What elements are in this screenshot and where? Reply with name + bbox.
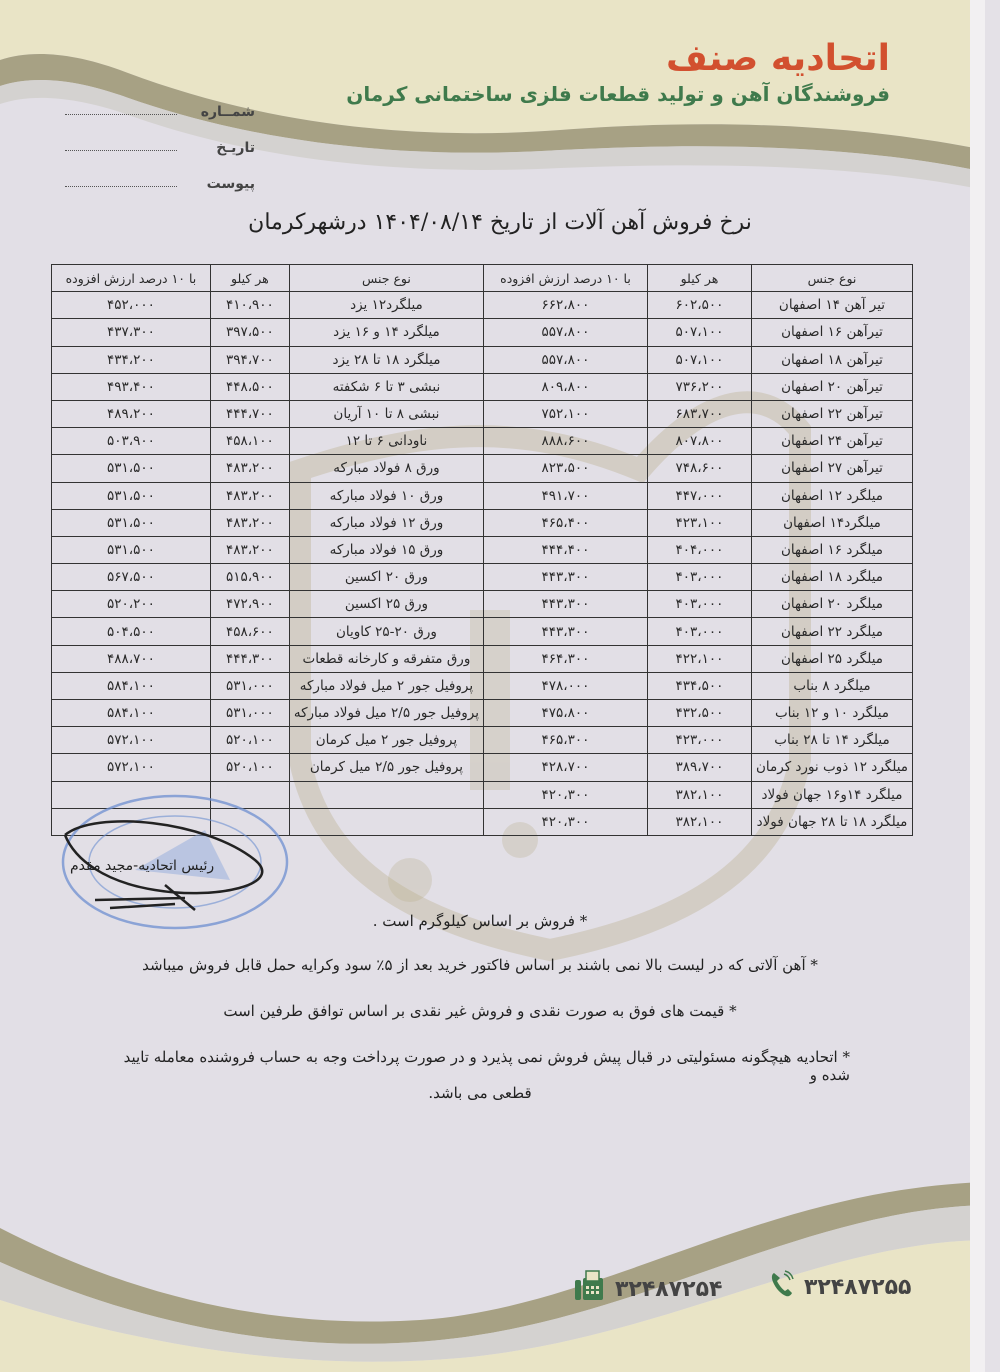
cell-price-per-kilo: ۴۵۸،۱۰۰	[210, 428, 289, 455]
cell-price-per-kilo: ۴۱۰،۹۰۰	[210, 292, 289, 319]
cell-product: میلگرد ۱۰ و ۱۲ بناب	[751, 700, 912, 727]
cell-product: میلگرد ۲۲ اصفهان	[751, 618, 912, 645]
table-row	[52, 754, 484, 781]
cell-product: ورق متفرقه و کارخانه قطعات	[289, 645, 483, 672]
cell-product: ورق ۱۵ فولاد مبارکه	[289, 536, 483, 563]
union-title: اتحادیه صنف	[665, 38, 890, 79]
cell-price-per-kilo: ۴۲۲،۱۰۰	[647, 645, 751, 672]
cell-price-with-vat: ۵۸۴،۱۰۰	[52, 700, 211, 727]
table-row	[484, 509, 913, 536]
field-attachment-line	[65, 186, 177, 187]
cell-price-per-kilo: ۴۴۴،۷۰۰	[210, 400, 289, 427]
cell-price-with-vat: ۴۲۰،۳۰۰	[484, 808, 648, 835]
chairman-signature-label: رئیس اتحادیه-مجید مقدم	[70, 858, 215, 874]
column-header-product: نوع جنس	[289, 265, 483, 292]
cell-price-with-vat: ۴۳۷،۳۰۰	[52, 319, 211, 346]
cell-price-with-vat: ۴۶۴،۳۰۰	[484, 645, 648, 672]
cell-price-per-kilo: ۵۳۱،۰۰۰	[210, 700, 289, 727]
cell-price-with-vat: ۴۹۳،۴۰۰	[52, 373, 211, 400]
cell-product: میلگرد۱۲ یزد	[289, 292, 483, 319]
cell-price-with-vat: ۵۲۰،۲۰۰	[52, 591, 211, 618]
table-row	[484, 645, 913, 672]
price-table-right	[483, 264, 913, 836]
cell-product: پروفیل جور ۲ میل کرمان	[289, 727, 483, 754]
cell-product: تیر آهن ۱۴ اصفهان	[751, 292, 912, 319]
cell-price-per-kilo: ۴۷۲،۹۰۰	[210, 591, 289, 618]
cell-price-with-vat: ۵۳۱،۵۰۰	[52, 509, 211, 536]
cell-product: تیرآهن ۲۷ اصفهان	[751, 455, 912, 482]
cell-price-with-vat: ۴۹۱،۷۰۰	[484, 482, 648, 509]
table-row	[52, 591, 484, 618]
cell-price-with-vat: ۴۲۰،۳۰۰	[484, 781, 648, 808]
table-row	[52, 509, 484, 536]
fax-number: ۳۲۴۸۷۲۵۴	[615, 1276, 723, 1302]
cell-product: میلگرد ۱۴و۱۶ جهان فولاد	[751, 781, 912, 808]
table-row	[484, 672, 913, 699]
cell-price-per-kilo: ۴۲۳،۰۰۰	[647, 727, 751, 754]
cell-price-with-vat: ۵۷۲،۱۰۰	[52, 727, 211, 754]
cell-product: ورق ۱۲ فولاد مبارکه	[289, 509, 483, 536]
cell-price-with-vat: ۵۶۷،۵۰۰	[52, 564, 211, 591]
table-row	[484, 373, 913, 400]
table-row	[484, 727, 913, 754]
cell-price-with-vat: ۴۵۲،۰۰۰	[52, 292, 211, 319]
cell-price-per-kilo: ۴۸۳،۲۰۰	[210, 455, 289, 482]
cell-price-with-vat: ۴۸۹،۲۰۰	[52, 400, 211, 427]
table-row	[52, 672, 484, 699]
fax-icon	[575, 1270, 605, 1308]
cell-product: میلگرد ۲۰ اصفهان	[751, 591, 912, 618]
cell-product: میلگرد ۱۲ اصفهان	[751, 482, 912, 509]
cell-price-with-vat: ۸۰۹،۸۰۰	[484, 373, 648, 400]
table-row	[484, 754, 913, 781]
table-row	[52, 727, 484, 754]
cell-price-per-kilo: ۳۸۲،۱۰۰	[647, 808, 751, 835]
cell-price-per-kilo: ۵۳۱،۰۰۰	[210, 672, 289, 699]
cell-price-per-kilo: ۴۲۳،۱۰۰	[647, 509, 751, 536]
price-table-left	[51, 264, 484, 836]
cell-price-with-vat: ۴۷۸،۰۰۰	[484, 672, 648, 699]
cell-price-per-kilo: ۳۹۴،۷۰۰	[210, 346, 289, 373]
cell-product: پروفیل جور ۲/۵ میل کرمان	[289, 754, 483, 781]
note-item: * اتحادیه هیچگونه مسئولیتی در قبال پیش فروش نمی پذیرد و در صورت پرداخت وجه به حساب فروشنده معامله تایید شده و	[123, 1048, 850, 1084]
cell-product	[289, 808, 483, 835]
cell-price-per-kilo: ۴۴۴،۳۰۰	[210, 645, 289, 672]
cell-price-per-kilo: ۷۴۸،۶۰۰	[647, 455, 751, 482]
note-item: قطعی می باشد.	[428, 1084, 532, 1102]
cell-price-with-vat: ۴۷۵،۸۰۰	[484, 700, 648, 727]
cell-price-per-kilo: ۷۳۶،۲۰۰	[647, 373, 751, 400]
table-header-row	[484, 265, 913, 292]
table-row	[484, 482, 913, 509]
table-row	[52, 645, 484, 672]
table-row	[52, 700, 484, 727]
cell-price-per-kilo: ۴۰۳،۰۰۰	[647, 591, 751, 618]
cell-price-per-kilo: ۴۵۸،۶۰۰	[210, 618, 289, 645]
cell-price-with-vat: ۴۶۵،۳۰۰	[484, 727, 648, 754]
cell-product: ورق ۲۰-۲۵ کاویان	[289, 618, 483, 645]
cell-product: تیرآهن ۲۴ اصفهان	[751, 428, 912, 455]
cell-price-per-kilo: ۶۰۲،۵۰۰	[647, 292, 751, 319]
cell-product: نبشی ۳ تا ۶ شکفته	[289, 373, 483, 400]
cell-price-with-vat: ۵۰۳،۹۰۰	[52, 428, 211, 455]
table-row	[484, 781, 913, 808]
cell-price-per-kilo: ۵۰۷،۱۰۰	[647, 319, 751, 346]
table-row	[484, 700, 913, 727]
cell-price-per-kilo: ۴۰۳،۰۰۰	[647, 618, 751, 645]
column-header-with-vat: با ۱۰ درصد ارزش افزوده	[52, 265, 211, 292]
cell-price-per-kilo: ۵۱۵،۹۰۰	[210, 564, 289, 591]
cell-product: میلگرد ۱۴ و ۱۶ یزد	[289, 319, 483, 346]
note-item: * فروش بر اساس کیلوگرم است .	[372, 912, 588, 930]
cell-price-per-kilo: ۵۲۰،۱۰۰	[210, 727, 289, 754]
cell-price-with-vat: ۵۳۱،۵۰۰	[52, 536, 211, 563]
column-header-per-kilo: هر کیلو	[210, 265, 289, 292]
table-row	[52, 373, 484, 400]
cell-product: تیرآهن ۱۸ اصفهان	[751, 346, 912, 373]
cell-product: ورق ۸ فولاد مبارکه	[289, 455, 483, 482]
cell-price-per-kilo: ۳۹۷،۵۰۰	[210, 319, 289, 346]
cell-price-with-vat: ۵۰۴،۵۰۰	[52, 618, 211, 645]
cell-product: پروفیل جور ۲ میل فولاد مبارکه	[289, 672, 483, 699]
phone-number: ۳۲۴۸۷۲۵۵	[804, 1274, 912, 1300]
cell-price-with-vat: ۴۳۴،۲۰۰	[52, 346, 211, 373]
table-row	[52, 536, 484, 563]
cell-price-per-kilo: ۴۴۸،۵۰۰	[210, 373, 289, 400]
cell-price-per-kilo: ۵۰۷،۱۰۰	[647, 346, 751, 373]
cell-price-with-vat: ۴۴۴،۴۰۰	[484, 536, 648, 563]
cell-price-per-kilo: ۴۳۲،۵۰۰	[647, 700, 751, 727]
cell-product: میلگرد۱۴ اصفهان	[751, 509, 912, 536]
cell-product: تیرآهن ۲۰ اصفهان	[751, 373, 912, 400]
table-row	[52, 428, 484, 455]
cell-product: ورق ۱۰ فولاد مبارکه	[289, 482, 483, 509]
field-date-label: تاریـخ	[216, 140, 255, 156]
cell-price-per-kilo: ۴۸۳،۲۰۰	[210, 482, 289, 509]
cell-price-with-vat: ۸۸۸،۶۰۰	[484, 428, 648, 455]
fax-contact	[575, 1270, 722, 1308]
cell-product: میلگرد ۱۲ ذوب نورد کرمان	[751, 754, 912, 781]
phone-contact	[770, 1270, 911, 1304]
table-row	[52, 618, 484, 645]
table-row	[484, 292, 913, 319]
table-row	[484, 564, 913, 591]
cell-product	[289, 781, 483, 808]
cell-product: تیرآهن ۲۲ اصفهان	[751, 400, 912, 427]
cell-price-per-kilo: ۵۲۰،۱۰۰	[210, 754, 289, 781]
field-date-line	[65, 150, 177, 151]
table-header-row	[52, 265, 484, 292]
cell-price-with-vat: ۴۴۳،۳۰۰	[484, 591, 648, 618]
field-number-line	[65, 114, 177, 115]
column-header-per-kilo: هر کیلو	[647, 265, 751, 292]
cell-price-per-kilo: ۴۸۳،۲۰۰	[210, 509, 289, 536]
cell-price-per-kilo: ۳۸۲،۱۰۰	[647, 781, 751, 808]
page-edge	[970, 0, 985, 1372]
cell-price-with-vat: ۶۶۲،۸۰۰	[484, 292, 648, 319]
table-row	[484, 400, 913, 427]
table-row	[52, 482, 484, 509]
cell-product: میلگرد ۱۸ تا ۲۸ جهان فولاد	[751, 808, 912, 835]
cell-price-with-vat: ۴۶۵،۴۰۰	[484, 509, 648, 536]
cell-price-per-kilo: ۸۰۷،۸۰۰	[647, 428, 751, 455]
cell-price-with-vat: ۵۷۲،۱۰۰	[52, 754, 211, 781]
cell-price-per-kilo: ۶۸۳،۷۰۰	[647, 400, 751, 427]
notes-section	[110, 912, 850, 1132]
cell-price-with-vat: ۵۳۱،۵۰۰	[52, 482, 211, 509]
table-row	[484, 346, 913, 373]
note-item: * آهن آلاتی که در لیست بالا نمی باشند بر اساس فاکتور خرید بعد از ۵٪ سود وکرایه حمل قابل فروش میباشد	[142, 956, 818, 974]
cell-price-with-vat: ۴۸۸،۷۰۰	[52, 645, 211, 672]
table-row	[484, 536, 913, 563]
field-attachment-label: پیوست	[206, 176, 255, 192]
cell-price-with-vat: ۵۵۷،۸۰۰	[484, 319, 648, 346]
table-row	[52, 346, 484, 373]
table-body-right	[484, 292, 913, 836]
cell-product: ناودانی ۶ تا ۱۲	[289, 428, 483, 455]
cell-product: میلگرد ۱۶ اصفهان	[751, 536, 912, 563]
cell-product: نبشی ۸ تا ۱۰ آریان	[289, 400, 483, 427]
cell-product: پروفیل جور ۲/۵ میل فولاد مبارکه	[289, 700, 483, 727]
cell-price-per-kilo: ۴۴۷،۰۰۰	[647, 482, 751, 509]
table-row	[52, 400, 484, 427]
table-row	[484, 319, 913, 346]
table-row	[52, 455, 484, 482]
table-row	[484, 591, 913, 618]
document-title: نرخ فروش آهن آلات از تاریخ ۱۴۰۴/۰۸/۱۴ درشهرکرمان	[248, 210, 752, 235]
cell-price-with-vat: ۵۸۴،۱۰۰	[52, 672, 211, 699]
cell-price-per-kilo: ۴۸۳،۲۰۰	[210, 536, 289, 563]
cell-price-per-kilo: ۴۰۳،۰۰۰	[647, 564, 751, 591]
phone-icon	[770, 1270, 794, 1304]
column-header-product: نوع جنس	[751, 265, 912, 292]
cell-product: میلگرد ۱۴ تا ۲۸ بناب	[751, 727, 912, 754]
table-row	[484, 428, 913, 455]
table-row	[484, 808, 913, 835]
table-row	[52, 319, 484, 346]
cell-product: میلگرد ۱۸ اصفهان	[751, 564, 912, 591]
cell-price-with-vat: ۸۲۳،۵۰۰	[484, 455, 648, 482]
cell-price-per-kilo: ۳۸۹،۷۰۰	[647, 754, 751, 781]
cell-price-with-vat: ۵۵۷،۸۰۰	[484, 346, 648, 373]
table-body-left	[52, 292, 484, 836]
cell-product: میلگرد ۱۸ تا ۲۸ یزد	[289, 346, 483, 373]
table-row	[52, 292, 484, 319]
note-item: * قیمت های فوق به صورت نقدی و فروش غیر نقدی بر اساس توافق طرفین است	[223, 1002, 737, 1020]
cell-product: ورق ۲۵ اکسین	[289, 591, 483, 618]
cell-price-with-vat: ۷۵۲،۱۰۰	[484, 400, 648, 427]
field-number-label: شمــاره	[200, 104, 255, 120]
cell-price-with-vat: ۴۴۳،۳۰۰	[484, 564, 648, 591]
cell-price-with-vat: ۴۲۸،۷۰۰	[484, 754, 648, 781]
cell-product: میلگرد ۲۵ اصفهان	[751, 645, 912, 672]
table-row	[484, 455, 913, 482]
table-row	[52, 564, 484, 591]
cell-price-per-kilo: ۴۳۴،۵۰۰	[647, 672, 751, 699]
cell-price-with-vat: ۴۴۳،۳۰۰	[484, 618, 648, 645]
union-subtitle: فروشندگان آهن و تولید قطعات فلزی ساختمانی کرمان	[346, 82, 890, 106]
cell-product: تیرآهن ۱۶ اصفهان	[751, 319, 912, 346]
cell-price-per-kilo: ۴۰۴،۰۰۰	[647, 536, 751, 563]
column-header-with-vat: با ۱۰ درصد ارزش افزوده	[484, 265, 648, 292]
cell-product: میلگرد ۸ بناب	[751, 672, 912, 699]
cell-price-with-vat: ۵۳۱،۵۰۰	[52, 455, 211, 482]
table-row	[484, 618, 913, 645]
cell-product: ورق ۲۰ اکسین	[289, 564, 483, 591]
